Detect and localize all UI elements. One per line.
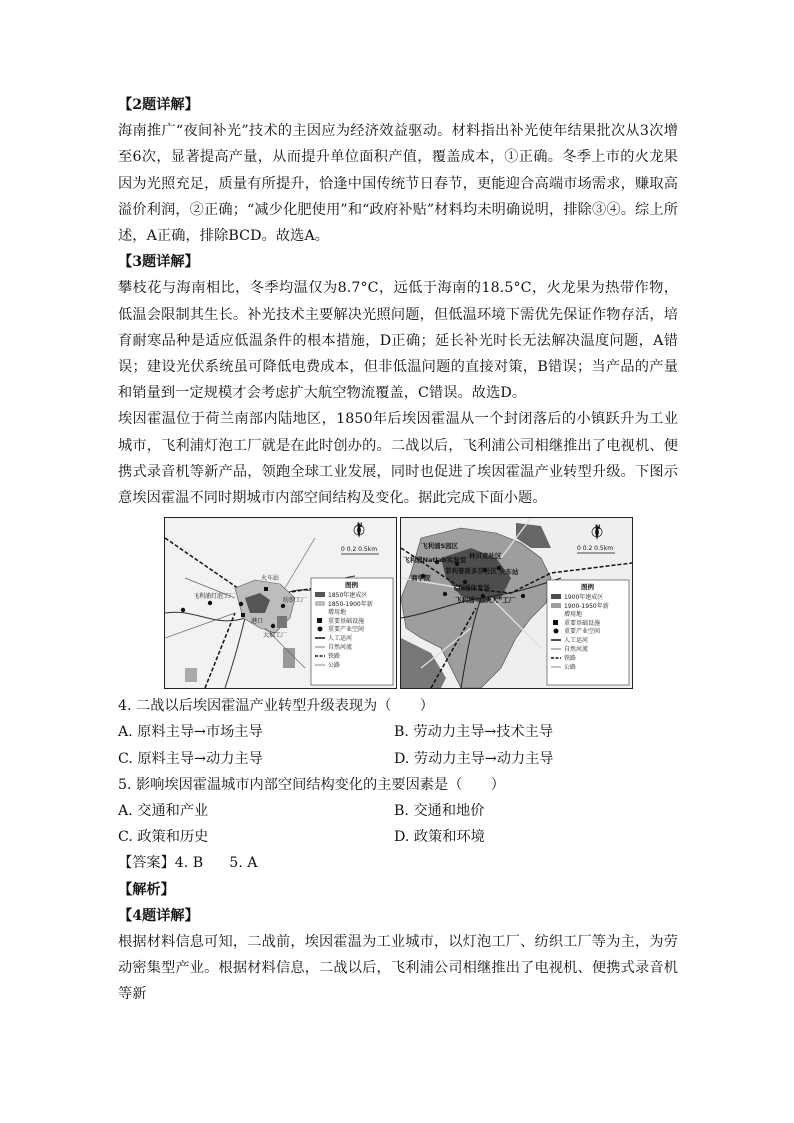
map-right-legend: [547, 580, 629, 685]
q3-heading: 【3题详解】: [118, 254, 199, 271]
map-right-north-label: N: [595, 523, 601, 532]
map-right-drawing: [401, 518, 632, 688]
map-right-scale: 0 0.2 0.5km: [577, 545, 614, 553]
map-left-scale: 0 0.2 0.5km: [341, 546, 378, 554]
q4-option-a: A. 原料主导→市场主导: [118, 724, 263, 741]
map-right-legend-item: 自然河流: [564, 646, 589, 654]
q5-option-b: B. 交通和地价: [394, 803, 485, 820]
answer-label: 【答案】: [118, 855, 175, 872]
q4-option-b: B. 劳动力主导→技术主导: [394, 724, 554, 741]
map-right-label-station: 火车站: [499, 568, 519, 577]
map-figure: [164, 517, 632, 689]
map-left-legend-item: 1850年建成区: [328, 592, 368, 600]
document-page: [118, 92, 678, 1008]
map-right-legend-item: 铁路: [564, 655, 577, 663]
q4-analysis-heading: 【4题详解】: [118, 907, 199, 924]
map-left-drawing: [165, 518, 396, 688]
map-right-legend-item: 重要基础设施: [564, 620, 601, 628]
map-left-legend-item: 增用地: [328, 609, 347, 617]
map-left-legend-item: 公路: [328, 662, 341, 670]
map-right-label-stadium: 飞利浦体育场: [451, 584, 490, 593]
map-right-legend-item: 增用地: [564, 611, 583, 619]
map-left-label-station: 火车站: [261, 575, 280, 583]
map-right-label-s-zone: 飞利浦S园区: [421, 542, 459, 551]
q5-options: [118, 798, 678, 850]
map-right-legend-item: 1900-1950年新: [564, 603, 609, 611]
map-left-legend-item: 铁路: [328, 653, 341, 661]
q5-option-c: C. 政策和历史: [118, 829, 209, 846]
map-right-label-community: 菲利普斯多芬社区: [445, 567, 497, 576]
q4-options: [118, 719, 678, 771]
map-left-legend-item: 重要基础设施: [328, 618, 365, 626]
q5-option-a: A. 交通和产业: [118, 803, 209, 820]
map-left-legend: [311, 578, 393, 685]
map-left: [164, 517, 397, 689]
map-right-legend-item: 1900年建成区: [564, 594, 604, 602]
map-right-label-factory: 飞利浦“白夫人”工厂: [455, 596, 516, 605]
analysis-heading: 【解析】: [118, 881, 175, 898]
answer-4: 4. B: [174, 855, 204, 872]
map-left-label-textile: 纺织工厂: [283, 597, 308, 605]
map-right-label-lab: 飞利浦Natlab实验室: [403, 556, 467, 565]
map-right-label-school: 商学院: [411, 574, 431, 583]
q2-explanation: 海南推广“夜间补光”技术的主因应为经济效益驱动。材料指出补光使年结果批次从3次增至6次，显著提高产量，从而提升单位面积产值，覆盖成本，①正确。冬季上市的火龙果因为光照充足，质量有所提升，恰逢中国传统节日春节，更能迎合高端市场需求，赚取高溢价利润，②正确；“减少化肥使用”和“政府补贴”材料均未明确说明，排除③④。综上所述，A正确，排除BCD。故选A。: [118, 123, 678, 245]
map-left-legend-item: 自然河流: [328, 644, 353, 652]
q5-option-d: D. 政策和环境: [394, 829, 485, 846]
map-left-label-port: 港口: [251, 618, 264, 626]
answer-5: 5. A: [229, 855, 258, 872]
q4-stem: 4. 二战以后埃因霍温产业转型升级表现为（ ）: [118, 698, 434, 715]
map-right-legend-title: 图例: [581, 583, 594, 592]
q2-heading: 【2题详解】: [118, 97, 199, 113]
map-left-legend-title: 图例: [345, 581, 358, 590]
map-right-legend-item: 公路: [564, 664, 577, 672]
map-left-legend-item: 1850-1900年新: [328, 601, 373, 609]
q5-stem: 5. 影响埃因霍温城市内部空间结构变化的主要因素是（ ）: [118, 776, 505, 793]
map-right: [400, 517, 633, 689]
map-left-label-tobacco: 大烟工厂: [263, 632, 288, 640]
map-left-legend-item: 重要产业空间: [328, 626, 365, 634]
q3-explanation: 攀枝花与海南相比，冬季均温仅为8.7°C，远低于海南的18.5°C，火龙果为热带作物，低温会限制其生长。补光技术主要解决光照问题，但低温环境下需优先保证作物存活，培育耐寒品种是适应低温条件的根本措施，D正确；延长补光时长无法解决温度问题，A错误；建设光伏系统虽可降低电费成本，但非低温问题的直接对策，B错误；当产品的产量和销量到一定规模才会考虑扩大航空物流覆盖，C错误。故选D。: [118, 280, 678, 402]
map-left-north-label: N: [357, 521, 363, 530]
map-right-legend-item: 人工运河: [564, 637, 589, 645]
q4-option-d: D. 劳动力主导→动力主导: [394, 750, 554, 767]
q4-option-c: C. 原料主导→动力主导: [118, 750, 263, 767]
material-intro: 埃因霍温位于荷兰南部内陆地区，1850年后埃因霍温从一个封闭落后的小镇跃升为工业城市，飞利浦灯泡工厂就是在此时创办的。二战以后，飞利浦公司相继推出了电视机、便携式录音机等新产品，领跑全球工业发展，同时也促进了埃因霍温产业转型升级。下图示意埃因霍温不同时期城市内部空间结构及变化。据此完成下面小题。: [118, 411, 678, 507]
map-left-legend-item: 人工运河: [328, 635, 353, 643]
map-left-label-lamp-factory: 飞利浦灯泡工厂: [193, 593, 236, 601]
answer-line: [118, 850, 678, 876]
map-right-legend-item: 重要产业空间: [564, 628, 601, 636]
q4-analysis-text: 根据材料信息可知，二战前，埃因霍温为工业城市，以灯泡工厂、纺织工厂等为主，为劳动密集型产业。根据材料信息，二战以后，飞利浦公司相继推出了电视机、便携式录音机等新: [118, 934, 678, 1003]
map-right-label-linbei: 林贝克社区: [469, 552, 502, 561]
